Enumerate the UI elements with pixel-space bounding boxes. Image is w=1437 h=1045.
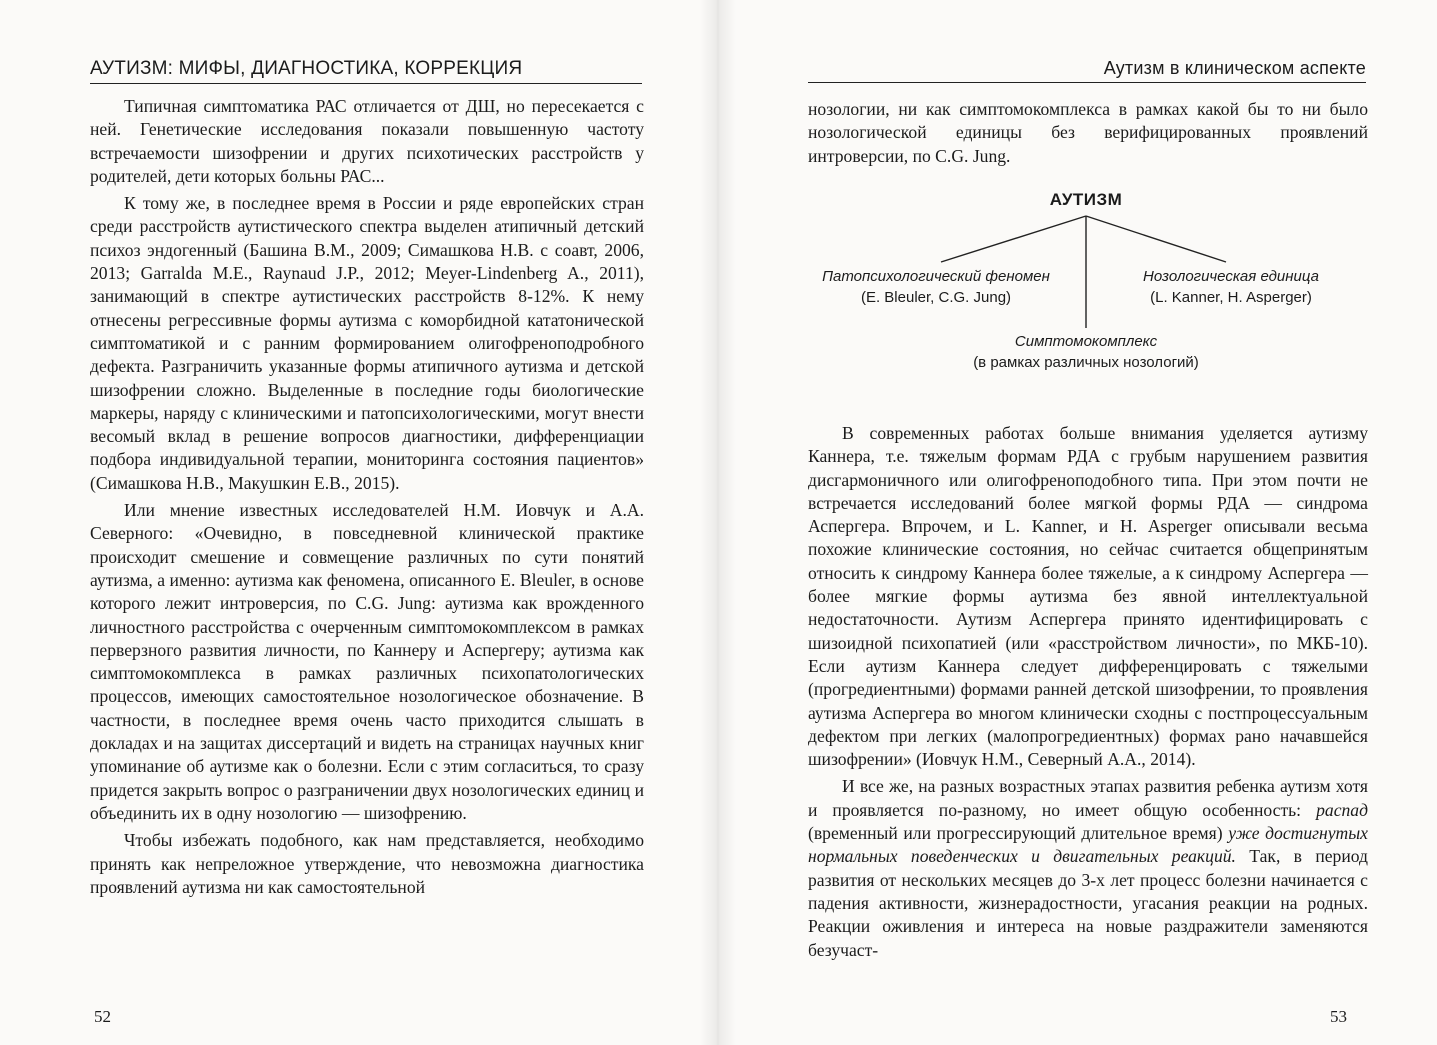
node-title: Патопсихологический феномен [822,268,1050,285]
diagram-node-bottom [936,331,1236,373]
autism-diagram [816,188,1356,383]
diagram-node-right [1106,266,1356,308]
continuation-paragraph: нозологии, ни как симптомокомплекса в рамках какой бы то ни было нозологической единицы без верифицированных проявлений интроверсии, по C.G. Jung. [808,99,1368,166]
left-page [0,0,718,1045]
paragraph [808,775,1368,961]
node-subtitle: (в рамках различных нозологий) [973,354,1199,371]
right-text-bottom [808,422,1368,962]
text-run: И все же, на разных возрастных этапах развития ребенка аутизм хотя и проявляется по-разному, но имеет общую особенность: [808,776,1368,820]
italic-run: распад [1316,799,1368,820]
right-page [718,0,1437,1045]
right-text-top [808,98,1368,168]
paragraph: Чтобы избежать подобного, как нам представляется, необходимо принять как непреложное утверждение, что невозможна диагностика проявлений аутизма ни как самостоятельной [90,830,644,897]
paragraph: Типичная симптоматика РАС отличается от ДШ, но пересекается с ней. Генетические исследования показали повышенную частоту встречаемости шизофрении и других психотических расстройств у родителей, дети которых больны РАС... [90,96,644,186]
left-page-number: 52 [94,1007,111,1026]
node-title: Симптомокомплекс [1014,333,1158,350]
text-run: (временный или прогрессирующий длительное время) [808,823,1229,844]
diagram-node-left [816,266,1056,308]
branch-right-line [1086,216,1226,262]
node-title: Нозологическая единица [1143,268,1319,285]
node-subtitle: (L. Kanner, H. Asperger) [1150,289,1312,306]
paragraph: Или мнение известных исследователей Н.М. Иовчук и А.А. Северного: «Очевидно, в повседневной клинической практике происходит смешение и совмещение различных по сути понятий аутизма, а именно: аутизма как феномена, описанного E. Bleuler, в основе которого лежит интроверсия, по C.G. Jung: аутизма как врожденного личностного расстройства с очерченным симптомокомплексом в рамках перверзного развития личности, по Каннеру и Аспергеру; аутизма как симптомокомплекса в рамках различных психопатологических процессов, имеющих самостоятельное нозологическое обозначение. В частности, в последнее время очень часто приходится слышать в докладах и на защитах диссертаций и видеть на страницах научных книг упоминание об аутизме как о болезни. Если с этим согласиться, то сразу придется закрыть вопрос о разграничении двух нозологических единиц и объединить их в одну нозологию — шизофрению. [90,500,644,823]
book-gutter [700,0,736,1045]
text-run: Так, в период развития от нескольких месяцев до 3-х лет процесс болезни начинается с падения активности, жизнерадостности, угасания реакции на родных. Реакции оживления и интереса на новые раздражители заменяются безучаст- [808,846,1368,960]
paragraph: К тому же, в последнее время в России и ряде европейских стран среди расстройств аутистического спектра выделен атипичный детский психоз эндогенный (Башина В.М., 2009; Симашкова Н.В. с соавт, 2006, 2013; Garralda M.E., Raynaud J.P., 2012; Meyer-Lindenberg A., 2011), занимающий в спектре аутистических расстройств 8-12%. К нему отнесены регрессивные формы аутизма с коморбидной кататонической симптоматикой и с ранним формированием олигофреноподробного дефекта. Разграничить указанные формы атипичного аутизма и детской шизофрении сложно. Выделенные в последние годы биологические маркеры, наряду с клиническими и патопсихологическими, могут внести весомый вклад в решение вопросов диагностики, дифференциации подбора индивидуальной терапии, мониторинга состояния пациентов» (Симашкова Н.В., Макушкин Е.В., 2015). [90,193,644,493]
left-text-column [90,95,644,899]
right-page-number: 53 [1330,1007,1347,1026]
diagram-root: АУТИЗМ [1049,190,1123,209]
paragraph: В современных работах больше внимания уделяется аутизму Каннера, т.е. тяжелым формам РДА с грубым нарушением развития дисгармоничного или олигофреноподобного типа. При этом почти не встречается исследований более мягкой формы РДА — синдрома Аспергера. Впрочем, и L. Kanner, и H. Asperger описывали весьма похожие клинические состояния, но сейчас считается общепринятым относить к синдрому Каннера более тяжелые, а к синдрому Аспергера — более мягкие формы аутизма без явной интеллектуальной недостаточности. Аутизм Аспергера принято идентифицировать с шизоидной психопатией (или «расстройством личности», по МКБ-10). Если аутизм Каннера следует дифференцировать с тяжелыми (прогредиентными) формами ранней детской шизофрении, то проявления аутизма Аспергера во многом клинически сходны с постпроцессуальным дефектом при легких (малопрогредиентных) формах рано начавшейся шизофрении» (Иовчук Н.М., Северный А.А., 2014). [808,423,1368,770]
italic-run: уже достигнутых нормальных поведенческих и двигательных реакций. [808,823,1368,867]
branch-left-line [941,216,1086,262]
left-running-head: АУТИЗМ: МИФЫ, ДИАГНОСТИКА, КОРРЕКЦИЯ [90,58,642,84]
node-subtitle: (E. Bleuler, C.G. Jung) [860,289,1012,306]
right-running-head: Аутизм в клиническом аспекте [808,58,1366,83]
